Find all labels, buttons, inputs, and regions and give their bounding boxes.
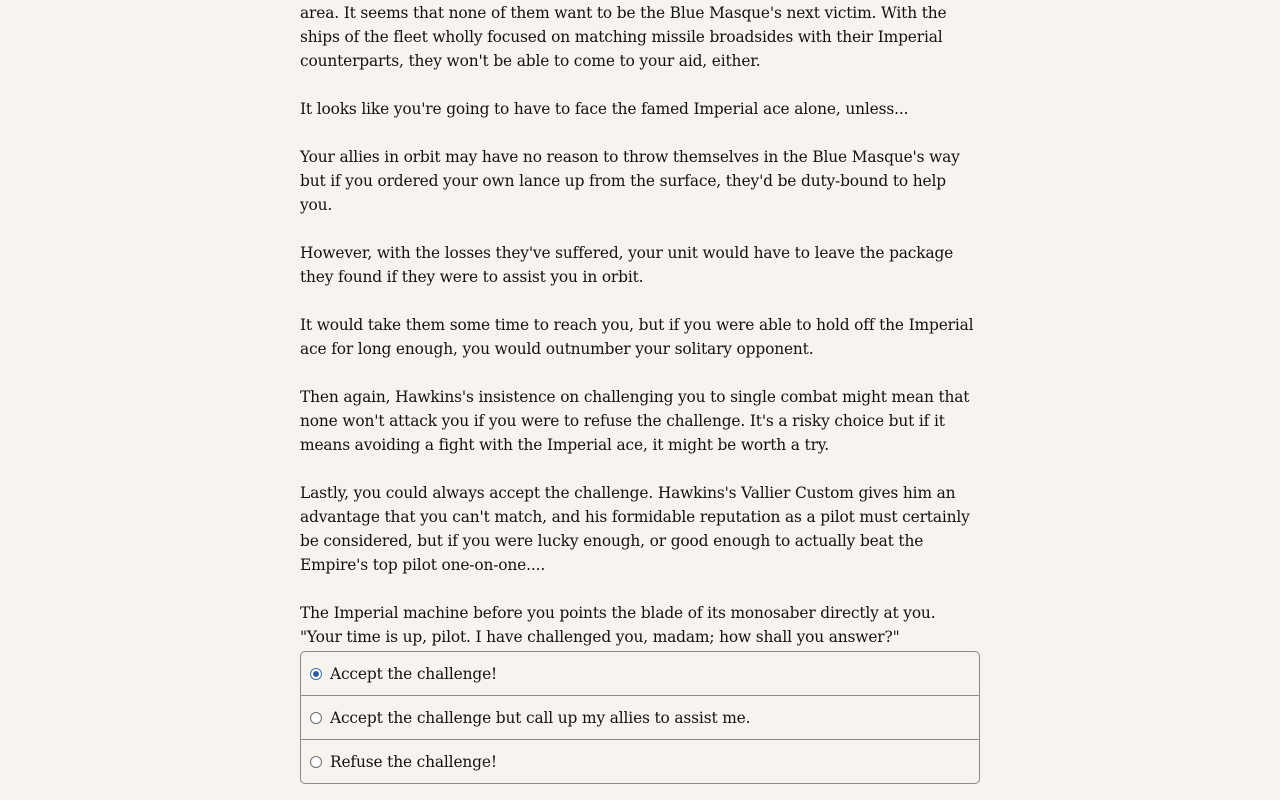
passage-paragraph: area. It seems that none of them want to be the Blue Masque's next victim. With the ships of the fleet wholly focused on matching missile broadsides with their Imperial counterparts, they won't be able to come to your aid, either. [300,4,947,70]
story-passage [300,1,980,673]
passage-paragraph: Lastly, you could always accept the challenge. Hawkins's Vallier Custom gives him an advantage that you can't match, and his formidable reputation as a pilot must certainly be considered, but if you were lucky enough, or good enough to actually beat the Empire's top pilot one-on-one.... [300,484,970,574]
radio-button[interactable] [310,668,322,680]
passage-paragraph: It looks like you're going to have to face the famed Imperial ace alone, unless... [300,100,909,118]
choice-option-refuse[interactable] [301,739,979,783]
radio-button[interactable] [310,756,322,768]
choice-option-accept-with-allies[interactable] [301,695,979,739]
passage-paragraph: The Imperial machine before you points the blade of its monosaber directly at you. "Your time is up, pilot. I have challenged you, madam; how shall you answer?" [300,604,936,646]
choice-label: Accept the challenge but call up my allies to assist me. [330,708,751,727]
passage-paragraph: Then again, Hawkins's insistence on challenging you to single combat might mean that none won't attack you if you were to refuse the challenge. It's a risky choice but if it means avoiding a fight with the Imperial ace, it might be worth a try. [300,388,970,454]
choice-label: Accept the challenge! [330,664,498,683]
choice-option-accept[interactable] [301,652,979,695]
choice-label: Refuse the challenge! [330,752,497,771]
radio-button[interactable] [310,712,322,724]
passage-paragraph: However, with the losses they've suffered, your unit would have to leave the package they found if they were to assist you in orbit. [300,244,954,286]
choice-list [300,651,980,784]
passage-paragraph: It would take them some time to reach you, but if you were able to hold off the Imperial ace for long enough, you would outnumber your solitary opponent. [300,316,974,358]
passage-paragraph: Your allies in orbit may have no reason to throw themselves in the Blue Masque's way but if you ordered your own lance up from the surface, they'd be duty-bound to help you. [300,148,960,214]
